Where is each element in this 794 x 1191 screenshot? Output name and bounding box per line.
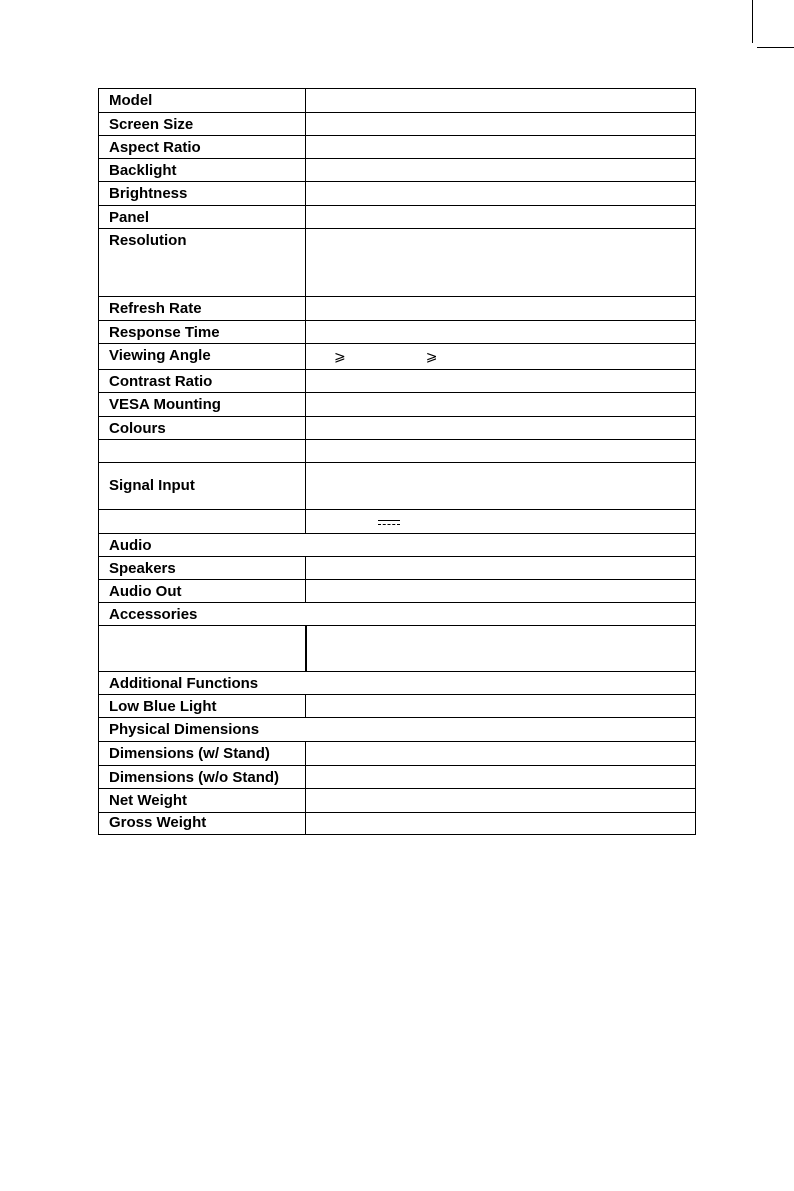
table-row bbox=[99, 742, 696, 766]
table-row bbox=[99, 672, 696, 695]
row-label: Signal Input bbox=[99, 463, 306, 510]
row-label: Response Time bbox=[99, 321, 306, 344]
row-label bbox=[99, 626, 306, 672]
table-row bbox=[99, 136, 696, 159]
row-label: Colours bbox=[99, 417, 306, 440]
crop-mark-horizontal bbox=[757, 47, 794, 48]
row-value bbox=[306, 206, 696, 229]
row-value bbox=[306, 695, 696, 718]
row-value bbox=[306, 344, 696, 370]
crop-mark-vertical bbox=[752, 0, 753, 43]
row-label: Dimensions (w/ Stand) bbox=[99, 742, 306, 766]
table-row bbox=[99, 229, 696, 297]
row-label: Panel bbox=[99, 206, 306, 229]
row-value bbox=[306, 510, 696, 534]
row-value bbox=[306, 229, 696, 297]
row-label: Aspect Ratio bbox=[99, 136, 306, 159]
row-value bbox=[306, 557, 696, 580]
row-label: Refresh Rate bbox=[99, 297, 306, 321]
row-label: Gross Weight bbox=[99, 813, 306, 835]
table-row bbox=[99, 557, 696, 580]
greater-equal-icon: ⩾ bbox=[334, 349, 346, 365]
direct-current-icon bbox=[378, 519, 400, 527]
table-row bbox=[99, 789, 696, 813]
row-value bbox=[306, 440, 696, 463]
table-row bbox=[99, 718, 696, 742]
table-row bbox=[99, 766, 696, 789]
table-row bbox=[99, 370, 696, 393]
table-row bbox=[99, 580, 696, 603]
spec-table bbox=[98, 88, 696, 835]
row-label: Model bbox=[99, 89, 306, 113]
row-value bbox=[306, 813, 696, 835]
row-label: Brightness bbox=[99, 182, 306, 206]
row-label: Viewing Angle bbox=[99, 344, 306, 370]
row-value bbox=[306, 626, 696, 672]
section-heading: Audio bbox=[99, 534, 696, 557]
row-label: Dimensions (w/o Stand) bbox=[99, 766, 306, 789]
table-row bbox=[99, 603, 696, 626]
row-label bbox=[99, 440, 306, 463]
table-row bbox=[99, 626, 696, 672]
section-heading: Accessories bbox=[99, 603, 696, 626]
row-value bbox=[306, 182, 696, 206]
table-row bbox=[99, 695, 696, 718]
table-row bbox=[99, 510, 696, 534]
row-label bbox=[99, 510, 306, 534]
greater-equal-icon: ⩾ bbox=[425, 349, 438, 365]
row-value bbox=[306, 463, 696, 510]
row-value bbox=[306, 159, 696, 182]
section-heading: Additional Functions bbox=[99, 672, 696, 695]
table-row bbox=[99, 89, 696, 113]
row-label: Backlight bbox=[99, 159, 306, 182]
row-label: Resolution bbox=[99, 229, 306, 297]
row-label: Audio Out bbox=[99, 580, 306, 603]
row-label: Screen Size bbox=[99, 113, 306, 136]
row-value bbox=[306, 742, 696, 766]
row-value bbox=[306, 766, 696, 789]
row-value bbox=[306, 393, 696, 417]
table-row bbox=[99, 813, 696, 835]
row-label: VESA Mounting bbox=[99, 393, 306, 417]
row-value bbox=[306, 89, 696, 113]
table-row bbox=[99, 159, 696, 182]
section-heading: Physical Dimensions bbox=[99, 718, 696, 742]
table-row bbox=[99, 417, 696, 440]
table-row bbox=[99, 297, 696, 321]
table-row bbox=[99, 344, 696, 370]
table-row bbox=[99, 321, 696, 344]
row-value bbox=[306, 370, 696, 393]
row-label: Net Weight bbox=[99, 789, 306, 813]
row-label: Speakers bbox=[99, 557, 306, 580]
row-value bbox=[306, 113, 696, 136]
row-value bbox=[306, 136, 696, 159]
row-value bbox=[306, 321, 696, 344]
row-label: Contrast Ratio bbox=[99, 370, 306, 393]
row-label: Low Blue Light bbox=[99, 695, 306, 718]
table-row bbox=[99, 182, 696, 206]
table-row bbox=[99, 463, 696, 510]
table-row bbox=[99, 393, 696, 417]
row-value bbox=[306, 297, 696, 321]
table-row bbox=[99, 206, 696, 229]
table-row bbox=[99, 534, 696, 557]
row-value bbox=[306, 417, 696, 440]
row-value bbox=[306, 789, 696, 813]
row-value bbox=[306, 580, 696, 603]
table-row bbox=[99, 113, 696, 136]
table-row bbox=[99, 440, 696, 463]
